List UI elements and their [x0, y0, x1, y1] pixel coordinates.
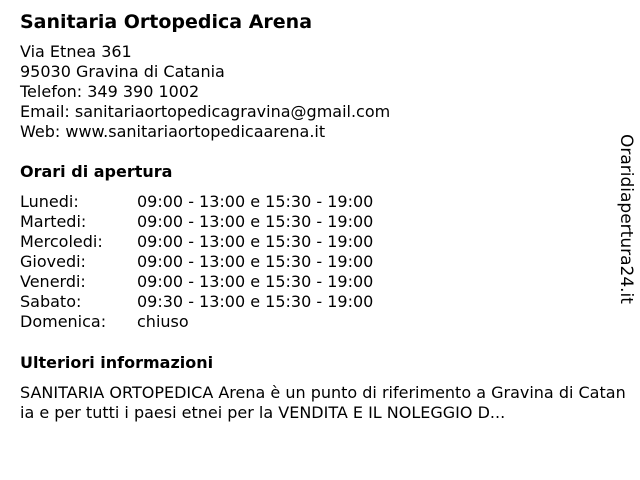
hours-row: [20, 272, 373, 292]
website: Web: www.sanitariaortopedicaarena.it: [20, 122, 326, 141]
day-label: Martedi:: [20, 212, 87, 231]
business-description: SANITARIA ORTOPEDICA Arena è un punto di riferimento a Gravina di Catania e per tutti i paesi etnei per la VENDITA E IL NOLEGGIO D...: [20, 383, 626, 422]
day-label: Sabato:: [20, 292, 82, 311]
opening-hours-table: [20, 192, 373, 332]
day-label: Venerdi:: [20, 272, 86, 291]
site-watermark: Oraridiapertura24.it: [616, 134, 636, 304]
hours-row: [20, 312, 373, 332]
contact-block: [20, 42, 620, 142]
day-hours: 09:00 - 13:00 e 15:30 - 19:00: [137, 272, 374, 291]
business-name: Sanitaria Ortopedica Arena: [20, 11, 313, 33]
hours-row: [20, 192, 373, 212]
day-label: Lunedi:: [20, 192, 79, 211]
day-hours: chiuso: [137, 312, 189, 331]
address-city: 95030 Gravina di Catania: [20, 62, 225, 81]
day-hours: 09:30 - 13:00 e 15:30 - 19:00: [137, 292, 374, 311]
hours-row: [20, 232, 373, 252]
phone-number: Telefon: 349 390 1002: [20, 82, 200, 101]
day-hours: 09:00 - 13:00 e 15:30 - 19:00: [137, 212, 374, 231]
day-hours: 09:00 - 13:00 e 15:30 - 19:00: [137, 252, 374, 271]
more-info-heading: Ulteriori informazioni: [20, 353, 214, 372]
hours-row: [20, 212, 373, 232]
day-label: Domenica:: [20, 312, 107, 331]
day-label: Giovedi:: [20, 252, 86, 271]
hours-row: [20, 252, 373, 272]
opening-hours-heading: Orari di apertura: [20, 162, 173, 181]
day-label: Mercoledi:: [20, 232, 103, 251]
hours-row: [20, 292, 373, 312]
address-street: Via Etnea 361: [20, 42, 132, 61]
email-address: Email: sanitariaortopedicagravina@gmail.com: [20, 102, 391, 121]
day-hours: 09:00 - 13:00 e 15:30 - 19:00: [137, 232, 374, 251]
day-hours: 09:00 - 13:00 e 15:30 - 19:00: [137, 192, 374, 211]
